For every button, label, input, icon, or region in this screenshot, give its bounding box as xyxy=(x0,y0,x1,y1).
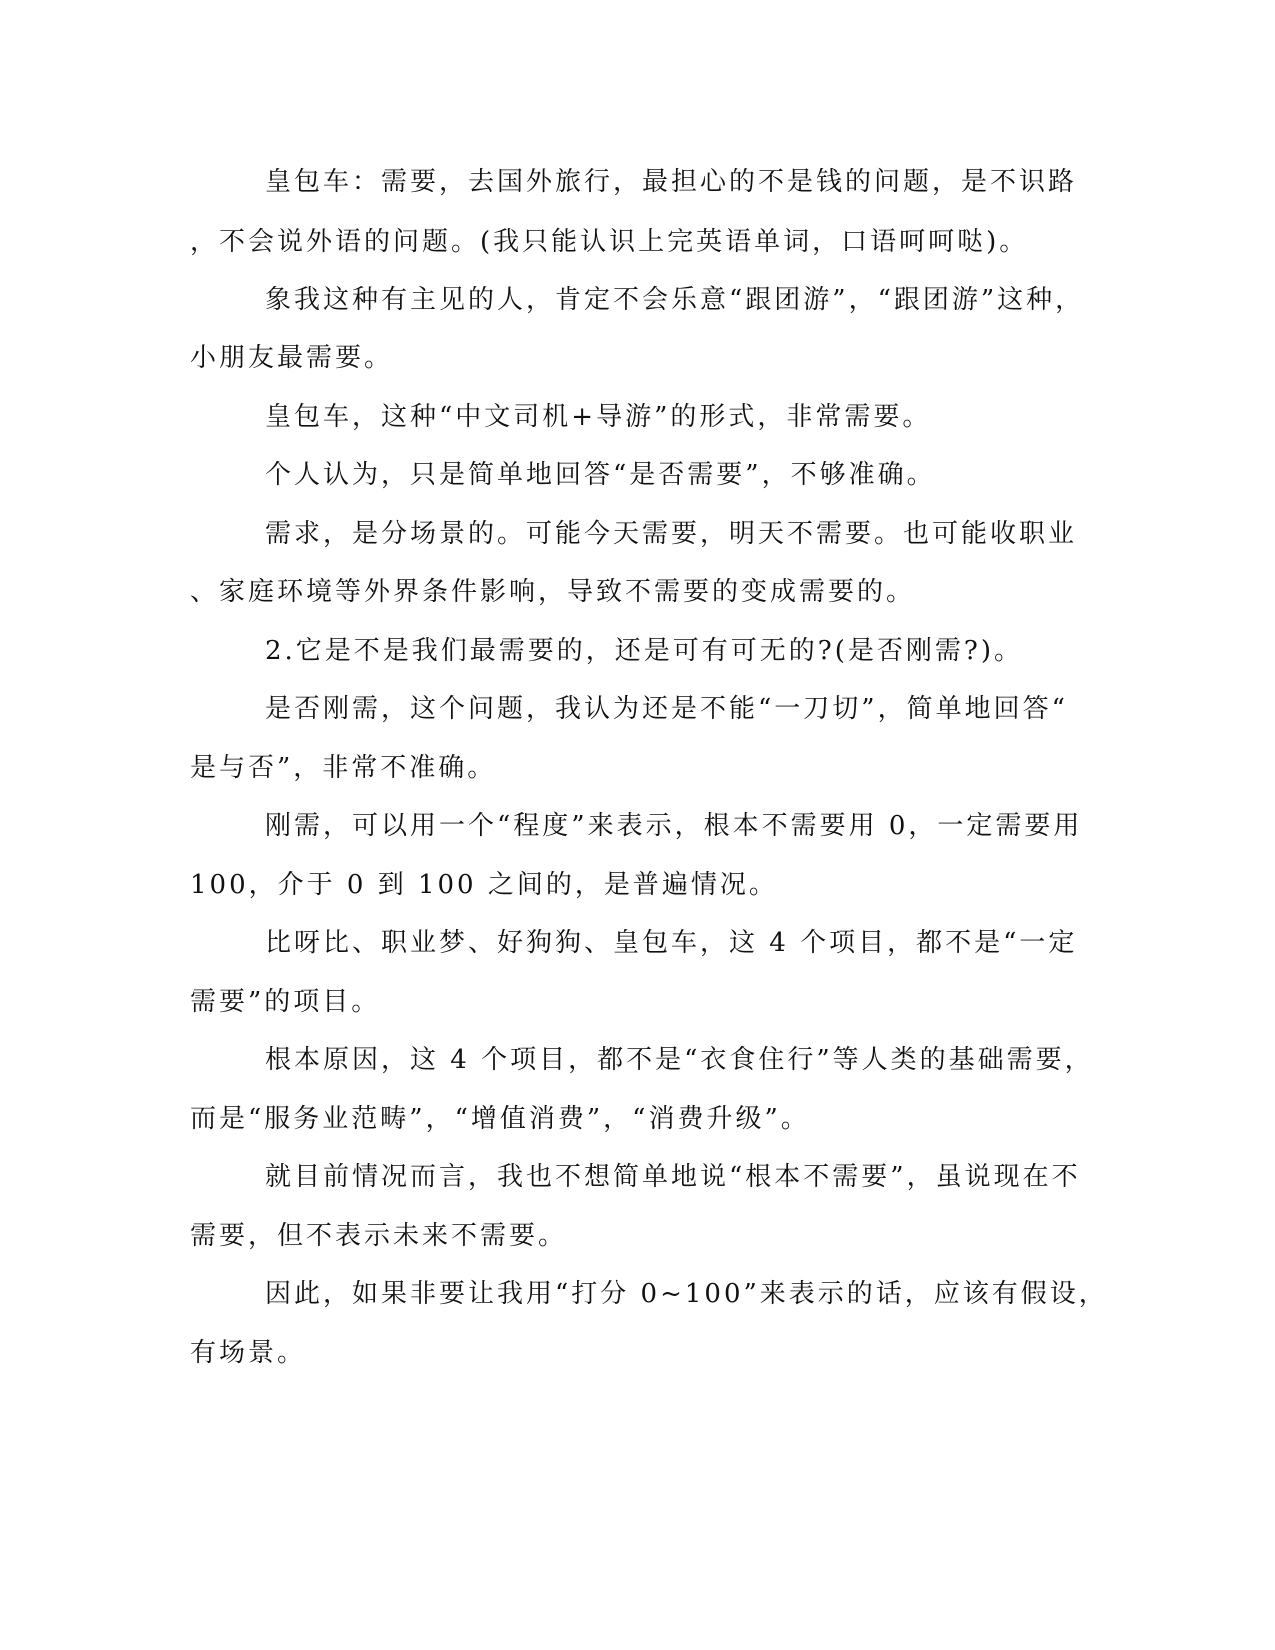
text-line: 因此，如果非要让我用“打分 0~100”来表示的话，应该有假设， xyxy=(265,1279,1108,1309)
text-line: 皇包车：需要，去国外旅行，最担心的不是钱的问题，是不识路 xyxy=(265,167,1078,197)
text-line: 、家庭环境等外界条件影响，导致不需要的变成需要的。 xyxy=(190,577,916,607)
text-line: 个人认为，只是简单地回答“是否需要”，不够准确。 xyxy=(265,460,936,490)
text-line: 有场景。 xyxy=(190,1338,307,1368)
text-line: ，不会说外语的问题。(我只能认识上完英语单词，口语呵呵哒)。 xyxy=(190,227,1029,257)
text-line: 需求，是分场景的。可能今天需要，明天不需要。也可能收职业 xyxy=(265,519,1078,549)
text-line: 刚需，可以用一个“程度”来表示，根本不需要用 0，一定需要用 xyxy=(265,811,1083,841)
text-line: 小朋友最需要。 xyxy=(190,343,394,373)
text-line: 需要，但不表示未来不需要。 xyxy=(190,1221,568,1251)
text-line: 就目前情况而言，我也不想简单地说“根本不需要”，虽说现在不 xyxy=(265,1162,1081,1192)
text-line: 而是“服务业范畴”，“增值消费”，“消费升级”。 xyxy=(190,1104,810,1134)
text-line: 需要”的项目。 xyxy=(190,987,381,1017)
text-line: 象我这种有主见的人，肯定不会乐意“跟团游”，“跟团游”这种， xyxy=(265,285,1085,315)
text-line: 2.它是不是我们最需要的，还是可有可无的?(是否刚需?)。 xyxy=(265,636,1023,666)
text-line: 是与否”，非常不准确。 xyxy=(190,753,497,783)
text-line: 100，介于 0 到 100 之间的，是普遍情况。 xyxy=(190,870,778,900)
text-line: 比呀比、职业梦、好狗狗、皇包车，这 4 个项目，都不是“一定 xyxy=(265,928,1078,958)
text-line: 皇包车，这种“中文司机+导游”的形式，非常需要。 xyxy=(265,402,932,432)
text-line: 是否刚需，这个问题，我认为还是不能“一刀切”，简单地回答“ xyxy=(265,694,1068,724)
text-line: 根本原因，这 4 个项目，都不是“衣食住行”等人类的基础需要， xyxy=(265,1045,1094,1075)
